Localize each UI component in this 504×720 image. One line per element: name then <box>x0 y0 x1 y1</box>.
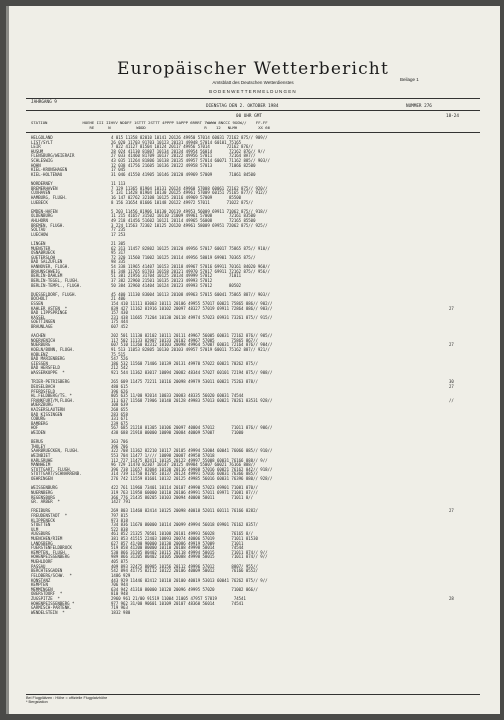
station-data: 112 727 11475 82411 10135 20122 49997 55008 60031 76166 888// 9// <box>111 457 268 463</box>
station-data: 175 444 <box>111 319 128 325</box>
station-name: KIEL-HOLTENAU <box>31 171 63 177</box>
station-data: 921 544 11362 83017 10094 20082 48344 57027 60101 72194 875// 908// <box>111 370 273 376</box>
station-name: SAARBRUECKEN, FLUGH. <box>31 448 80 454</box>
station-data: 480 615 <box>111 383 128 389</box>
time-side-header: 18-24 <box>446 114 459 119</box>
station-name: FELDBERG/SCHW. * <box>31 572 72 578</box>
station-data: 16 147 82762 32108 10125 20116 49969 57009 85500 <box>111 194 242 200</box>
jahrgang-label: JAHRGANG 9 <box>31 100 57 105</box>
station-data: 45 400 11130 83004 10113 20108 49963 57015 60041 75865 887// 903// <box>111 291 270 297</box>
station-data: 607 510 11260 82312 10103 20098 49964 57007 60031 72164 876// 904// <box>111 342 273 348</box>
station-data: 202 501 11130 82102 10111 20111 49967 56005 60031 72162 876// 905// <box>111 333 273 339</box>
station-data: 283 658 <box>111 411 128 417</box>
station-name: MUENSTER <box>31 245 51 251</box>
station-name: WEINBIET <box>31 453 51 459</box>
station-name: GUETERSLOH <box>31 254 56 260</box>
station-name: GARMISCH-PARTENK. <box>31 605 72 611</box>
station-note: 27 <box>449 508 454 514</box>
station-name: LANDSBERG <box>31 540 53 546</box>
station-name: HUSUM <box>31 148 44 154</box>
station-name: FLENSBURG/WEIERAIR <box>31 153 75 159</box>
station-name: ULM <box>31 526 39 532</box>
station-name: BERUS <box>31 439 44 445</box>
station-data: 11 215 41657 31502 10110 21009 49961 57008 72161 83500 <box>111 213 256 219</box>
station-name: BAD MARIENBERG <box>31 356 65 362</box>
station-data: 98 335 <box>111 259 126 265</box>
station-name: KAHLER ASTEN * <box>31 305 68 311</box>
station-data: 157 430 <box>111 310 128 316</box>
station-data: 2960 961 21/00 91519 11004 21005 47957 57019 74541 <box>111 595 246 601</box>
divider <box>26 132 480 133</box>
station-name: HOHN <box>31 162 41 168</box>
station-name: FUERSTENFELDBRUCK <box>31 545 72 551</box>
station-data: 519 858 41200 80000 10110 20108 49998 58014 74544 <box>111 545 244 551</box>
station-data: 396 738 11657 82004 10130 20116 49988 57016 60021 76162 842// 918// <box>111 466 273 472</box>
station-name: GOETTINGEN <box>31 319 56 325</box>
station-name: STUTTGART, FLUGH. <box>31 466 72 472</box>
station-name: OSNABRUECK <box>31 250 56 256</box>
station-data: 706 944 <box>111 582 128 588</box>
station-name: PFERDSFELD <box>31 388 56 394</box>
station-name: BERCHTESGADEN <box>31 568 63 574</box>
station-name: MANNHEIM <box>31 462 51 468</box>
station-data: 212 542 <box>111 365 128 371</box>
divider <box>26 98 480 99</box>
time-main-header: 00 UHR GMT <box>236 114 262 119</box>
station-data: 797 815 <box>111 512 128 518</box>
station-name: STOETTEN <box>31 522 51 528</box>
station-data: 21 305 <box>111 241 126 247</box>
station-name: BERLIN-TEMPL., FLUGH. <box>31 282 82 288</box>
station-name: DUESSELDORF, FLUGH. <box>31 291 77 297</box>
station-name: ZUGSPITZE * <box>31 595 60 601</box>
station-name: WENDELSTEIN * <box>31 609 65 615</box>
station-name: LUECHOW <box>31 231 48 237</box>
footnotes <box>26 696 107 705</box>
station-data: 4 015 11358 82010 10141 20126 49950 57014 60031 72162 875// 909// <box>111 135 268 140</box>
station-name: HL.FELDBERG/TS. * <box>31 393 72 399</box>
station-data: 973 818 <box>111 517 128 523</box>
station-data: 366 776 21435 80205 10103 20094 40000 58011 71011 8// <box>111 494 254 500</box>
station-data: 12 038 41756 21605 10136 20122 49958 57013 71066 82500 <box>111 162 256 168</box>
station-name: SCHLESWIG <box>31 158 53 164</box>
station-name: HELGOLAND <box>31 135 53 140</box>
station-data: 186 532 11560 71406 10139 20131 49970 57022 60021 70262 875// <box>111 360 258 366</box>
station-name: FREIBURG <box>31 508 51 514</box>
station-name: NOERVENICH <box>31 337 56 343</box>
footnote-airports: Bei Flugplätzen : Höhe = offizielle Flugplatzhöhe <box>26 696 108 700</box>
station-data: 607 452 <box>111 323 128 329</box>
station-data: 17 253 <box>111 231 126 237</box>
station-data: 51 381 21956 31704 10125 20134 49999 57012 71011 <box>111 273 242 279</box>
beilage-label: Beilage 1 <box>400 77 419 82</box>
station-data: 553 704 11477 1//// 10098 20087 49958 57018 <box>111 453 215 459</box>
station-data: 1427 791 <box>111 499 131 505</box>
station-data: 49 218 41456 51602 10121 20114 49965 56008 72165 85500 <box>111 217 256 223</box>
station-data: 438 688 21918 00000 10090 20084 40009 57007 71000 <box>111 430 244 435</box>
station-name: WASSERKUPPE * <box>31 370 65 376</box>
station-name: KIEL-KRONSHAGEN <box>31 167 68 173</box>
station-name: OLDENBURG <box>31 213 53 219</box>
station-data: 3 224 11563 72302 10125 20120 49961 58009 69951 72062 875// 925// <box>111 222 268 228</box>
station-data: 111 637 11568 71906 10140 20128 49983 57013 60021 70261 83531 928// <box>111 397 273 403</box>
station-data: 363 706 <box>111 439 128 445</box>
station-name: COBURG <box>31 416 46 422</box>
station-name: AUGSBURG <box>31 531 51 537</box>
station-name: LINGEN <box>31 241 46 247</box>
station-note: 28 <box>449 595 454 601</box>
station-data: 5 203 11456 81906 10130 20119 49953 56009 69911 71062 875// 918// <box>111 208 268 214</box>
station-data: 381 853 41515 22403 10093 20074 40006 57019 71011 81530 <box>111 536 258 542</box>
station-name: SOLTAU <box>31 227 46 233</box>
station-name: DEUSELBACH <box>31 383 56 389</box>
station-data: 28 024 41130 81807 10134 20134 49954 56014 72162 876// 9// <box>111 148 266 154</box>
station-name: KEMPTEN, FLUGH. <box>31 549 68 555</box>
station-name: AACHEN <box>31 333 46 339</box>
station-name: WEIDEN <box>31 430 46 435</box>
station-data: 634 942 41310 80000 10120 20096 49995 57020 71002 866// <box>111 586 258 592</box>
station-name: BAD LIPPSPRINGE <box>31 310 68 316</box>
station-data: 72 320 11560 71002 10125 20114 49956 58019 69901 70365 875// <box>111 254 256 260</box>
station-name: BRAUNSCHWEIG <box>31 268 60 274</box>
station-name: HOHENPEISSENBERG <box>31 554 70 560</box>
station-data: 154 410 11111 83003 10111 20106 49955 57017 60021 75865 886// 902// <box>111 300 273 306</box>
station-note: // <box>449 397 454 403</box>
station-note: 27 <box>449 342 454 348</box>
station-name: MUEHLDORF <box>31 559 53 565</box>
station-name: KLIPPENECK <box>31 517 56 523</box>
station-name: BERLIN-DAHLEM <box>31 273 63 279</box>
station-name: WEISSENBURG <box>31 485 58 491</box>
station-name: KARLSRUHE <box>31 457 53 463</box>
station-name: OBERSTDORF * <box>31 591 63 597</box>
station-name: GIESSEN <box>31 360 48 366</box>
station-name: TRIER-PETRISBERG <box>31 379 70 385</box>
station-name: CUXHAVEN <box>31 190 51 196</box>
station-data: 75 515 <box>111 351 126 357</box>
station-data: 239 675 <box>111 420 128 426</box>
station-data: 17 045 <box>111 167 126 173</box>
station-data: 62 313 11457 82802 10125 20120 49956 57017 60017 75865 875// 910// <box>111 245 270 251</box>
binding-edge <box>6 6 9 714</box>
station-name: BERLIN-TEGEL, FLUGH. <box>31 277 80 283</box>
station-data: 27 033 41460 81709 10137 20122 49956 57011 72164 8A7// <box>111 153 256 159</box>
station-data: 11 113 <box>111 181 126 187</box>
station-data: 43 035 11264 81806 10138 20135 49957 57014 60071 71162 885// 903// <box>111 158 270 164</box>
station-data: 7 129 11365 81904 10131 20124 49960 57008 60061 72162 875// 920// <box>111 185 268 191</box>
station-data: 530 866 31205 80402 10115 20118 49994 58015 71011 874// 9// <box>111 549 268 555</box>
station-data: 567 685 21218 81305 10106 20097 40004 57012 71011 876// 906// <box>111 425 273 431</box>
station-name: NORDERNEY <box>31 181 53 187</box>
station-data: 54 338 11965 41407 10153 20118 49967 57016 69911 70161 84020 960// <box>111 264 270 270</box>
station-data: 8 156 31654 81606 10148 20122 49972 57011 71022 875// <box>111 199 254 205</box>
station-data: 96 729 11470 82307 10147 20125 49984 55007 60021 76166 888// <box>111 462 256 468</box>
station-name: BRAUNLAGE <box>31 323 53 329</box>
station-data: 81 348 11765 81703 10158 20121 49970 57017 69911 72162 875// 956// <box>111 268 270 274</box>
station-data: 542 894 41775 82112 10122 20106 40009 50012 76166 8552/ <box>111 568 258 574</box>
station-name: KOELN/BONN, FLUGH. <box>31 347 75 353</box>
station-data: 77 235 <box>111 227 126 233</box>
station-data: 810 948 <box>111 591 128 597</box>
station-data: 977 962 31/00 90601 10109 20107 48360 56014 74541 <box>111 600 244 606</box>
divider <box>26 694 480 695</box>
station-data: 719 963 <box>111 605 128 611</box>
station-name: KASSEL <box>31 314 46 320</box>
column-header-line1: STATION HOEHE III IIHVV NDDFF 1STTT 2STTT 4PPPP 5APPP 6RRRT 7WWWW 8NCCC 9GGW// FF-FF <box>31 120 268 125</box>
station-name: KEMPTEN <box>31 582 48 588</box>
document-page <box>6 6 500 714</box>
station-data: 269 803 11460 82414 10125 20098 40018 52011 60111 76166 8282/ <box>111 508 258 514</box>
station-name: HOHENPEISSENBERG * <box>31 600 75 606</box>
station-data: 5 131 11428 81904 10130 20125 49961 57009 60151 75165 877// 912// <box>111 190 268 196</box>
station-name: EMDEN-HAFEN <box>31 208 58 214</box>
station-name: LEIR <box>31 144 41 150</box>
station-data: 91 513 11053 82805 10130 20103 49957 57019 60011 75162 887// 921// <box>111 347 270 353</box>
station-name: BAD KISSINGEN <box>31 411 63 417</box>
station-name: KAISERSLAUTERN <box>31 406 65 412</box>
divider <box>26 110 480 111</box>
station-data: 319 763 11958 60000 10110 20106 49991 57011 69971 71081 87/// <box>111 489 258 495</box>
station-name: PASSAU <box>31 563 46 569</box>
station-name: BAD HERSFELD <box>31 365 60 371</box>
station-name: THOLEY <box>31 443 46 449</box>
station-name: GR. ARBER * <box>31 499 60 505</box>
station-data: 31 046 41550 41905 10146 20120 49969 57009 71061 84500 <box>111 171 256 177</box>
station-name: ESSEN <box>31 300 44 306</box>
station-name: KOBLENZ <box>31 351 48 357</box>
station-data: 422 761 11960 73401 10114 20107 49990 57023 69901 71081 870// <box>111 485 258 491</box>
station-data: 50 384 32960 41404 10124 20123 49993 57012 80502 <box>111 282 242 288</box>
station-data: 627 857 41/00 90000 10130 20086 49919 57009 71011 <box>111 540 244 546</box>
station-data: 443 929 11446 82412 10110 20100 40019 53013 60041 76262 875// 9// <box>111 577 268 583</box>
station-data: 37 382 22960 21501 10135 20123 49993 57012 <box>111 277 213 283</box>
station-name: BREMEN, FLUGH. <box>31 222 65 228</box>
station-data: 396 706 <box>111 443 128 449</box>
station-name: REGENSBURG <box>31 494 56 500</box>
station-data: 405 875 <box>111 559 128 565</box>
station-data: 26 020 11703 91703 10123 20131 49948 57014 60101 75165 <box>111 139 242 145</box>
station-name: FRANKFURT/M,FLUGH. <box>31 397 75 403</box>
station-note: 27 <box>449 383 454 389</box>
footnote-mountain: * Bergstation <box>26 700 48 705</box>
station-name: OEHRINGEN <box>31 476 53 482</box>
station-data: 7 022 41127 81504 10124 20117 49956 57014 72162 876// <box>111 144 254 150</box>
station-data: 314 739 11750 81705 10137 20124 49991 57016 60031 76366 885// <box>111 471 258 477</box>
station-data: 396 626 <box>111 388 128 394</box>
station-name: MEMMINGEN <box>31 586 53 592</box>
publication-title: Europäischer Wetterbericht <box>117 59 389 79</box>
station-note: 27 <box>449 305 454 311</box>
station-data: 409 893 32475 80905 10156 20112 49996 57012 8807/ 955// <box>111 563 258 569</box>
station-data: 989 866 31205 80402 10105 20088 49998 58015 71011 874// 9// <box>111 554 268 560</box>
station-name: STUTTGART/SCHNARRENB. <box>31 471 82 477</box>
station-data: 117 502 11133 82907 10133 20102 49967 57005 75865 867// <box>111 337 258 343</box>
table-row <box>31 611 471 616</box>
station-name: HANNOVER, FLUGH. <box>31 264 70 270</box>
station-name: NUERBURG <box>31 342 51 348</box>
station-name: FREUDENSTADT * <box>31 512 68 518</box>
station-data: 331 671 <box>111 416 128 422</box>
station-name: HAMBURG, FLUGH. <box>31 194 68 200</box>
station-data: 231 438 11665 71204 10130 20118 49974 57023 69931 73261 875// 915// <box>111 314 273 320</box>
section-title: BODENWETTERMELDUNGEN <box>209 89 297 94</box>
station-name: AHLHORN <box>31 217 48 223</box>
station-name: HOF <box>31 425 39 431</box>
station-data: 21 406 <box>111 296 126 302</box>
issue-number: NUMMER 276 <box>406 104 432 109</box>
station-name: LIST/SYLT <box>31 139 53 145</box>
station-data: 108 639 <box>111 402 128 408</box>
station-data: 839 427 11162 81916 10102 20097 48327 57019 69911 72864 886// 903// <box>111 305 273 311</box>
station-data: 265 609 11475 72211 10116 20098 49979 53011 60021 75263 878// <box>111 379 258 385</box>
station-data: 805 635 11/00 92014 10033 20083 48335 56020 60031 74544 <box>111 393 244 399</box>
station-data: 322 708 11362 82210 10117 20105 49994 53004 60041 76066 885// 910// <box>111 448 273 454</box>
station-data: 1486 929 <box>111 572 131 578</box>
column-header-line2: RE N WDDD R 12 NLMH XX 66 <box>31 125 270 130</box>
issue-date: DIENSTAG DEN 2. OKTOBER 1984 <box>206 104 279 109</box>
publication-subtitle: Amtsblatt des Deutschen Wetterdienstes <box>212 80 294 85</box>
observation-table <box>31 136 471 615</box>
station-data: 1832 980 <box>111 609 131 615</box>
station-name: MUENCHEN/RIEM <box>31 536 63 542</box>
station-name: BOCHOLT <box>31 296 48 302</box>
station-data: 734 836 11670 80000 10114 20099 49994 56018 69901 76162 8357/ <box>111 522 258 528</box>
station-data: 461 852 21325 70501 10108 20101 49993 56028 76165 8// <box>111 531 254 537</box>
station-data: 547 526 <box>111 356 128 362</box>
station-name: BAMBERG <box>31 420 48 426</box>
station-name: WUERZBURG <box>31 402 53 408</box>
station-data: 95 317 <box>111 250 126 256</box>
station-note: 30 <box>449 379 454 385</box>
station-name: LUEBECK <box>31 199 48 205</box>
station-data: 276 742 11559 81601 10132 20125 49985 56016 60031 76396 880// 928// <box>111 476 273 482</box>
station-data: 522 838 <box>111 526 128 532</box>
station-name: KONSTANZ <box>31 577 51 583</box>
station-name: BREMERHAVEN <box>31 185 58 191</box>
station-name: NUERNBERG <box>31 489 53 495</box>
station-name: BAD SALZUFLEN <box>31 259 63 265</box>
station-data: 268 655 <box>111 406 128 412</box>
